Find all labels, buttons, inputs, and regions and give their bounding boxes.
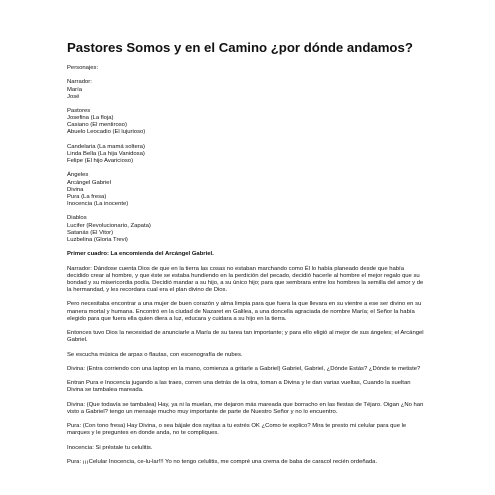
cast-line: Arcángel Gabriel (67, 179, 111, 186)
cast-line: María (67, 86, 83, 93)
paragraph: Inocencia: Si préstale tu celulitis. (67, 444, 153, 451)
cast-block-intro (67, 65, 427, 72)
cast-line: Narrador: (67, 79, 92, 86)
cast-line: Divina (67, 186, 84, 193)
cast-line: Felipe (El hijo Avaricioso) (67, 158, 134, 165)
cast-block-narration (67, 79, 427, 100)
cast-line: Casiano (El mentiroso) (67, 122, 127, 129)
cast-line: Lucifer (Revolucionario, Zapata) (67, 222, 151, 229)
cast-line: Pastores (67, 108, 91, 114)
paragraph: Entonces tuvo Dios la necesidad de anunciarle a María de su tarea tan importante; y para ello eligió al mejor de sus ángeles; el Arcángel Gabriel. (67, 330, 424, 344)
cast-line: Luzbelina (Gloria Trevi) (67, 236, 128, 243)
paragraph: Se escucha música de arpas o flautas, con escenografía de nubes. (67, 351, 243, 358)
cast-line: José (67, 93, 80, 100)
document-title: Pastores Somos y en el Camino ¿por dónde andamos? (67, 40, 413, 55)
cast-block-diablos (67, 215, 427, 244)
paragraph: Divina: (Que todavía se tambalea) Hay, ya ni la muelan, me dejaron más mareada que borracho en las fiestas de Téjaro. Oigan ¿No han visto a Gabriel? tengo un mensaje mucho muy importante de parte de Nuestro Señor y no lo encuentro. (67, 401, 424, 415)
scene-heading: Primer cuadro: La encomienda del Arcángel Gabriel. (67, 251, 214, 258)
document-body (67, 40, 427, 473)
cast-block-pastores (67, 108, 427, 137)
cast-line: Diablos (67, 215, 87, 222)
paragraph: Pura: ¡¡¡Celular Inocencia, ce-lu-lar!!! Yo no tengo celulitis, me compré una crema de baba de caracol recién ordeñada. (67, 459, 378, 466)
paragraph: Pero necesitaba encontrar a una mujer de buen corazón y alma limpia para que fuera la que llevara en su vientre a ese ser divino en su manera mortal y humana. Encontró en la ciudad de Nazaret en Galilea, a una doncella agraciada de nombre María; el Señor la había elegido para que fuera ella quien diera a luz, educara y cuidara a su hijo en la tierra. (67, 301, 422, 322)
paragraph: Divina: (Entra corriendo con una laptop en la mano, comienza a gritarle a Gabriel) Gabriel, Gabriel, ¿Dónde Estás? ¿Dónde te metiste? (67, 365, 421, 372)
cast-block-familia (67, 144, 427, 165)
cast-line: Candelaria (La mamá soltera) (67, 143, 145, 150)
cast-line: Linda Bella (La hija Vanidosa) (67, 150, 145, 157)
paragraph: Narrador: Dándose cuenta Dios de que en la tierra las cosas no estaban marchando como Él lo había planeado desde que había decidido crear al hombre, y que éste se estaba hundiendo en la perdición del pecado, decidió hacerle al hombre el mejor regalo que su bondad y su misericordia podía. Decidió mandar a su hijo, a su único hijo; para que sembrara entre los hombres la semilla del amor y de la hermandad, y les recordara cual era el plan divino de Dios. (67, 265, 424, 294)
cast-line: Inocencia (La inocente) (67, 201, 129, 208)
cast-line: Ángeles (67, 172, 89, 179)
cast-block-angeles (67, 172, 427, 208)
cast-line: Abuelo Leocadio (El lujurioso) (67, 129, 146, 136)
cast-line: Pura (La fresa) (67, 193, 107, 200)
paragraph: Entran Pura e Inocencia jugando a las traes, corren una detrás de la otra, toman a Divina y le dan varias vueltas, Cuando la sueltan Divina se tambalea mareada. (67, 380, 411, 394)
cast-line: Personajes: (67, 65, 99, 71)
cast-line: Josefina (La floja) (67, 115, 114, 122)
paragraph: Pura: (Con tono fresa) Hay Divina, o sea bájale dos rayitas a tu estrés OK ¿Como te explico? Mira te presto mi celular para que le marques y le preguntes en donde anda, no te compliques. (67, 423, 407, 437)
cast-line: Satanás (El Vitor) (67, 229, 114, 236)
